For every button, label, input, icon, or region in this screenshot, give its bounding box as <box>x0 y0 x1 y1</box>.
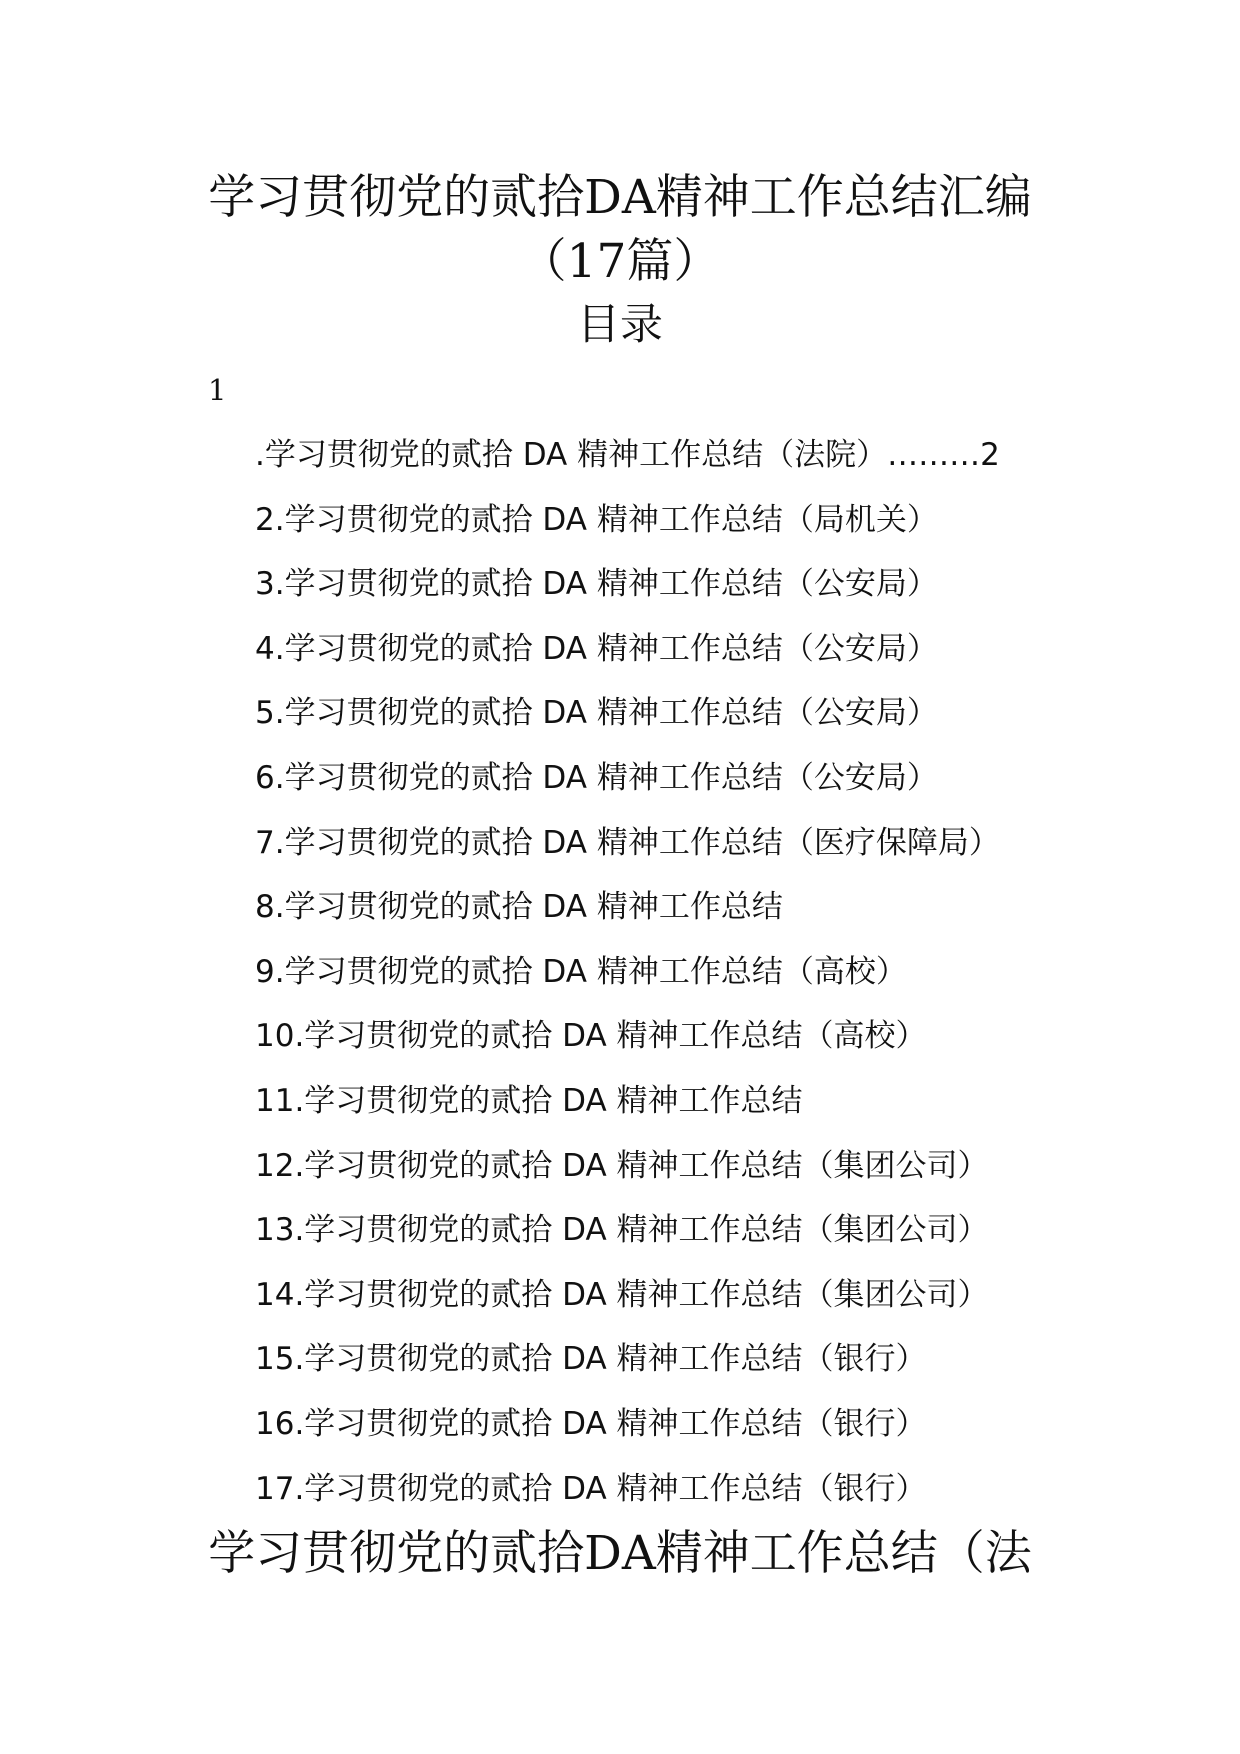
toc-item-9[interactable]: 9.学习贯彻党的贰拾 DA 精神工作总结（高校） <box>255 953 907 990</box>
toc-item-4[interactable]: 4.学习贯彻党的贰拾 DA 精神工作总结（公安局） <box>255 630 938 667</box>
toc-item-5[interactable]: 5.学习贯彻党的贰拾 DA 精神工作总结（公安局） <box>255 695 938 732</box>
toc-item-16[interactable]: 16.学习贯彻党的贰拾 DA 精神工作总结（银行） <box>255 1405 927 1442</box>
toc-item-3[interactable]: 3.学习贯彻党的贰拾 DA 精神工作总结（公安局） <box>255 566 938 603</box>
toc-item-2[interactable]: 2.学习贯彻党的贰拾 DA 精神工作总结（局机关） <box>255 501 938 538</box>
toc-item-12[interactable]: 12.学习贯彻党的贰拾 DA 精神工作总结（集团公司） <box>255 1147 989 1184</box>
toc-item-13[interactable]: 13.学习贯彻党的贰拾 DA 精神工作总结（集团公司） <box>255 1212 989 1249</box>
toc-page-marker: 1 <box>208 373 227 407</box>
toc-item-6[interactable]: 6.学习贯彻党的贰拾 DA 精神工作总结（公安局） <box>255 759 938 796</box>
toc-item-14[interactable]: 14.学习贯彻党的贰拾 DA 精神工作总结（集团公司） <box>255 1276 989 1313</box>
document-title-count: （17篇） <box>519 234 721 289</box>
toc-item-8[interactable]: 8.学习贯彻党的贰拾 DA 精神工作总结 <box>255 889 783 926</box>
toc-item-17[interactable]: 17.学习贯彻党的贰拾 DA 精神工作总结（银行） <box>255 1470 927 1507</box>
document-title: 学习贯彻党的贰拾DA精神工作总结汇编 <box>208 170 1032 225</box>
toc-item-1[interactable]: .学习贯彻党的贰拾 DA 精神工作总结（法院）………2 <box>255 437 1000 473</box>
toc-item-7[interactable]: 7.学习贯彻党的贰拾 DA 精神工作总结（医疗保障局） <box>255 824 1000 861</box>
section-heading: 学习贯彻党的贰拾DA精神工作总结（法 <box>208 1526 1032 1581</box>
toc-item-11[interactable]: 11.学习贯彻党的贰拾 DA 精神工作总结 <box>255 1082 803 1119</box>
toc-item-15[interactable]: 15.学习贯彻党的贰拾 DA 精神工作总结（银行） <box>255 1341 927 1378</box>
toc-item-10[interactable]: 10.学习贯彻党的贰拾 DA 精神工作总结（高校） <box>255 1018 927 1055</box>
toc-list <box>255 432 1155 1530</box>
toc-heading: 目录 <box>577 300 663 350</box>
